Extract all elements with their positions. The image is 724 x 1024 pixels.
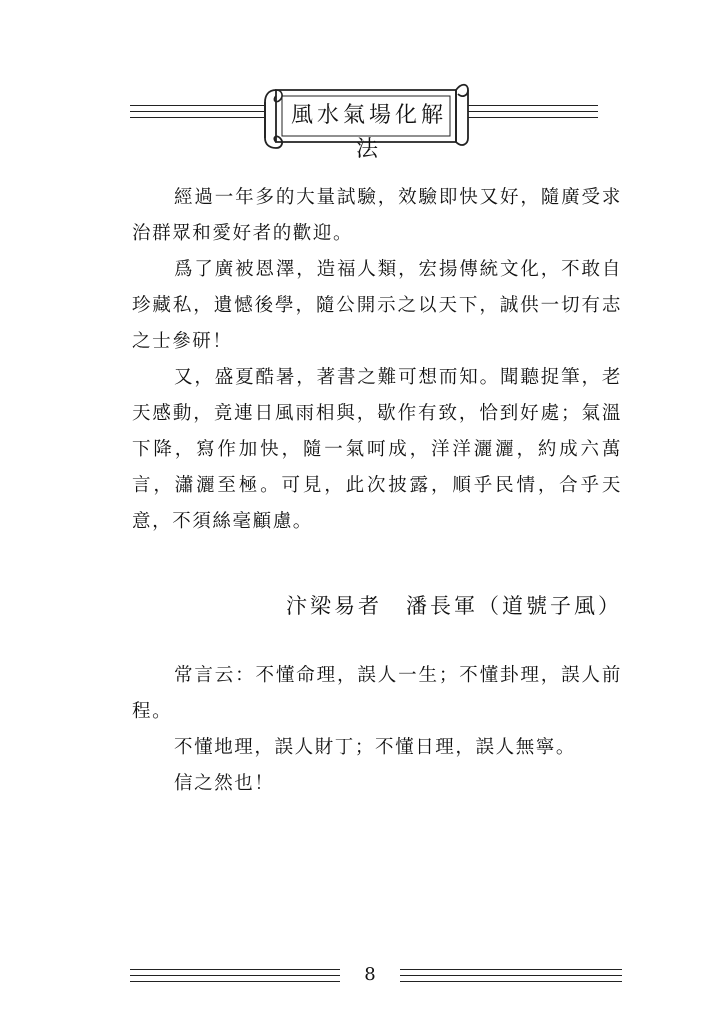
footer-rule-left-3	[130, 981, 340, 982]
header-rule-left-3	[130, 117, 264, 118]
page-number: 8	[364, 964, 376, 985]
scroll-banner	[262, 78, 470, 162]
footer-rule-right-1	[400, 969, 622, 970]
quote-paragraph-3: 信之然也！	[174, 773, 275, 794]
body-paragraph-3: 又，盛夏酷暑，著書之難可想而知。聞聽捉筆，老天感動，竟連日風雨相與，歇作有致，恰到好處；氣溫下降，寫作加快，隨一氣呵成，洋洋灑灑，約成六萬言，瀟灑至極。可見，此次披露，順乎民情，合乎天意，不須絲毫顧慮。	[132, 367, 622, 532]
header-rule-left-2	[130, 111, 264, 112]
header-rule-right-1	[468, 105, 598, 106]
quote-paragraph-1: 常言云：不懂命理，誤人一生；不懂卦理，誤人前程。	[132, 665, 622, 722]
body-paragraph-2: 爲了廣被恩澤，造福人類，宏揚傳統文化，不敢自珍藏私，遺憾後學，隨公開示之以天下，誠供一切有志之士參研！	[132, 259, 622, 352]
header-rule-right-3	[468, 117, 598, 118]
chapter-header	[0, 0, 724, 160]
footer-rule-right-2	[400, 975, 622, 976]
chapter-title: 風水氣場化解法	[290, 103, 447, 162]
header-rule-right-2	[468, 111, 598, 112]
quote-paragraph-2: 不懂地理，誤人財丁；不懂日理，誤人無寧。	[174, 737, 577, 758]
footer-rule-left-2	[130, 975, 340, 976]
author-signature: 汴梁易者 潘長軍（道號子風）	[286, 594, 622, 618]
body-paragraph-1: 經過一年多的大量試驗，效驗即快又好，隨廣受求治群眾和愛好者的歡迎。	[132, 187, 622, 244]
footer-rule-right-3	[400, 981, 622, 982]
header-rule-left-1	[130, 105, 264, 106]
footer-rule-left-1	[130, 969, 340, 970]
